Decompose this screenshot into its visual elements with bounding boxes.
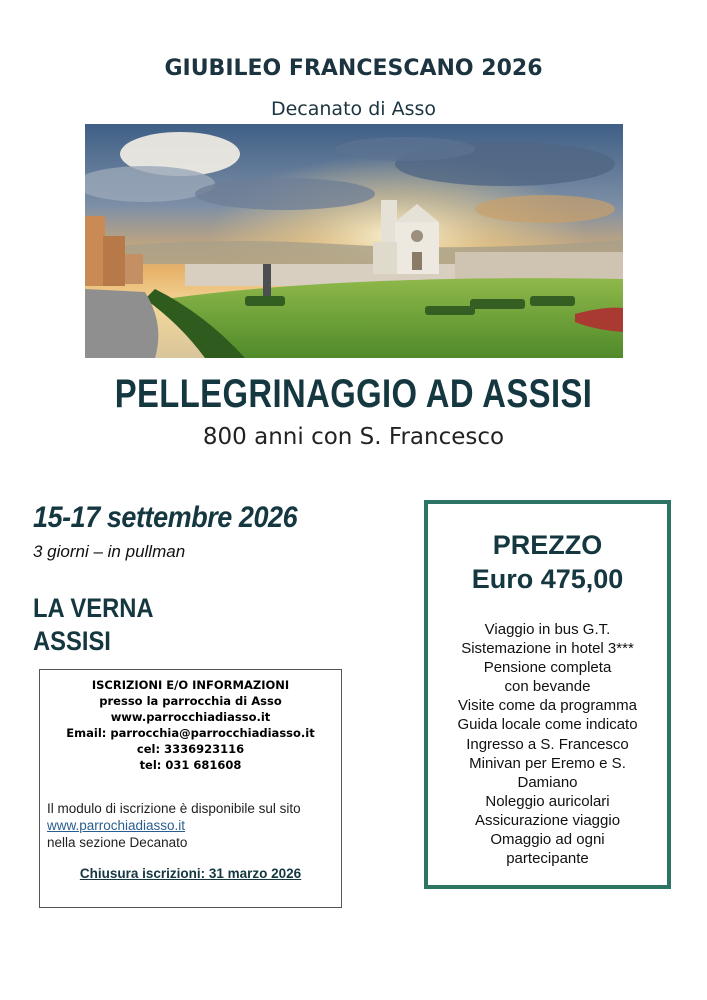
include-item: Assicurazione viaggio (474, 811, 621, 829)
info-phone: tel: 031 681608 (139, 758, 242, 772)
include-item: Viaggio in bus G.T. (484, 621, 611, 638)
include-item: Noleggio auricolari (485, 792, 610, 810)
include-item: Pensione completa (483, 659, 612, 677)
include-item: Guida locale come indicato (457, 716, 638, 734)
include-item: Omaggio ad ogni (490, 831, 605, 849)
hero-image-assisi-basilica (85, 124, 623, 358)
include-item: Damiano (517, 773, 578, 791)
price-label: PREZZO (492, 530, 603, 560)
include-item: Sistemazione in hotel 3*** (461, 640, 634, 658)
info-mobile: cel: 3336923116 (136, 742, 245, 756)
info-parish: presso la parrocchia di Asso (99, 694, 282, 708)
trip-dates: 15-17 settembre 2026 (33, 501, 298, 534)
destination-assisi: ASSISI (33, 626, 111, 656)
trip-duration: 3 giorni – in pullman (33, 542, 186, 561)
flyer-heading: GIUBILEO FRANCESCANO 2026 (164, 56, 543, 81)
registration-deadline: Chiusura iscrizioni: 31 marzo 2026 (79, 866, 302, 881)
price-includes-list (432, 620, 663, 868)
info-heading: ISCRIZIONI E/O INFORMAZIONI (91, 678, 290, 692)
include-item: partecipante (506, 850, 589, 868)
form-section-note: nella sezione Decanato (47, 835, 188, 850)
info-website: www.parrocchiadiasso.it (110, 710, 271, 724)
destination-la-verna: LA VERNA (33, 593, 154, 623)
price-value: Euro 475,00 (471, 564, 624, 594)
include-item: Ingresso a S. Francesco (466, 735, 629, 753)
info-email: Email: parrocchia@parrocchiadiasso.it (66, 726, 315, 740)
form-link-wrapper (47, 818, 185, 833)
flyer-subheading: Decanato di Asso (270, 98, 436, 120)
include-item: con bevande (504, 678, 591, 696)
pilgrimage-title: PELLEGRINAGGIO AD ASSISI (114, 372, 593, 416)
include-item: Visite come da programma (458, 697, 637, 715)
parish-website-link[interactable]: www.parrochiadiasso.it (47, 818, 186, 833)
form-availability-note: Il modulo di iscrizione è disponibile sul sito (47, 801, 301, 816)
pilgrimage-subtitle: 800 anni con S. Francesco (202, 424, 505, 450)
include-item: Minivan per Eremo e S. (469, 754, 626, 772)
